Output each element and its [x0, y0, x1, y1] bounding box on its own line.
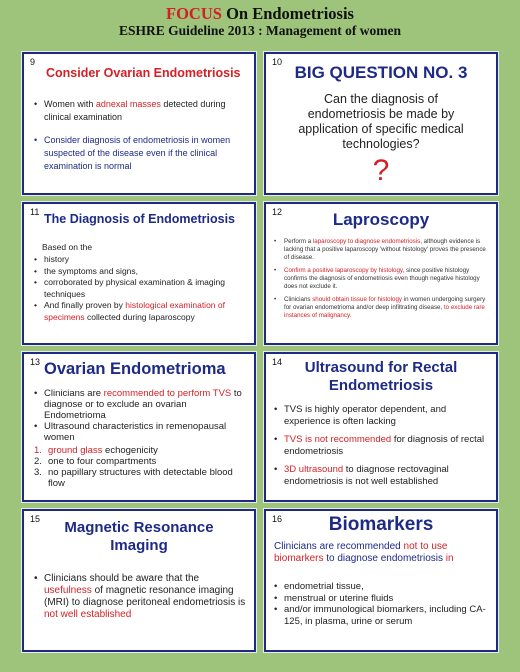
list-item: • endometrial tissue,: [274, 581, 490, 593]
list-item: • Clinicians should obtain tissue for histology in women undergoing surgery for ovarian endometrioma and/or deep infiltrating disease, to exclude rare instances of malignancy.: [274, 296, 488, 320]
list-item: • TVS is not recommended for diagnosis of rectal endometriosis: [274, 434, 490, 457]
card-number: 10: [272, 57, 283, 67]
intro-text: Clinicians are recommended not to use biomarkers to diagnose endometriosis in: [274, 541, 454, 564]
card-title: Laproscopy: [332, 210, 430, 229]
page-title: [0, 4, 520, 23]
list-item: • corroborated by physical examination & imaging techniques: [34, 277, 248, 300]
bullet-list: [34, 388, 248, 443]
page-header: [0, 4, 520, 39]
list-item: • history: [34, 254, 248, 266]
card-title: Ultrasound for Rectal Endometriosis: [304, 359, 458, 394]
card-magnetic-resonance-imaging: [22, 509, 256, 652]
card-number: 14: [272, 357, 283, 367]
list-item: • 3D ultrasound to diagnose rectovaginal endometriosis is not well established: [274, 464, 490, 487]
list-item: • Ultrasound characteristics in remenopausal women: [34, 421, 248, 443]
card-title: BIG QUESTION NO. 3: [294, 63, 468, 82]
card-diagnosis-of-endometriosis: [22, 202, 256, 345]
card-number: 16: [272, 514, 283, 524]
page-subtitle: ESHRE Guideline 2013 : Management of women: [119, 23, 401, 38]
numbered-item: 1. ground glass echogenicity: [34, 445, 158, 456]
numbered-list: [34, 445, 248, 489]
numbered-item: 3. no papillary structures with detectable blood flow: [34, 467, 233, 489]
question-mark-icon: ?: [372, 154, 390, 187]
card-number: 15: [30, 514, 41, 524]
bullet-list: [34, 254, 248, 323]
card-biomarkers: [264, 509, 498, 652]
card-title: Consider Ovarian Endometriosis: [46, 66, 241, 80]
list-item: • Perform a laparoscopy to diagnose endometriosis, although evidence is lacking that a positive laparoscopy 'without histology' proves the presence of disease.: [274, 238, 488, 262]
list-item: • Confirm a positive laparoscopy by histology, since positive histology confirms the diagnosis of endometriosis even though negative histology does not exclude it.: [274, 267, 488, 291]
card-number: 11: [30, 207, 40, 217]
focus-word: FOCUS: [166, 4, 222, 23]
card-number: 13: [30, 357, 41, 367]
list-item: • menstrual or uterine fluids: [274, 593, 490, 605]
title-rest: On Endometriosis: [221, 4, 354, 23]
bullet-list: [34, 573, 248, 621]
list-item: • Clinicians are recommended to perform TVS to diagnose or to exclude an ovarian Endometrioma: [34, 388, 248, 421]
card-laproscopy: [264, 202, 498, 345]
list-item: • TVS is highly operator dependent, and experience is often lacking: [274, 404, 490, 427]
card-ovarian-endometrioma: [22, 352, 256, 502]
intro-text: Based on the: [42, 242, 93, 252]
list-item: • the symptoms and signs,: [34, 266, 248, 278]
numbered-item: 2. one to four compartments: [34, 456, 157, 467]
card-title: Ovarian Endometrioma: [44, 360, 226, 378]
question-text: Can the diagnosis of endometriosis be made by application of specific medical technologies?: [298, 92, 464, 151]
bullet-list: [274, 581, 490, 627]
card-consider-ovarian-endometriosis: [22, 52, 256, 195]
card-big-question: [264, 52, 498, 195]
card-number: 9: [30, 57, 36, 67]
card-title: Biomarkers: [328, 514, 434, 535]
list-item: • and/or immunological biomarkers, including CA-125, in plasma, urine or serum: [274, 604, 490, 627]
list-item: • Clinicians should be aware that the usefulness of magnetic resonance imaging (MRI) to diagnose peritoneal endometriosis is not well established: [34, 573, 248, 621]
bullet-list: [274, 404, 490, 487]
list-item: • And finally proven by histological examination of specimens collected during laparoscopy: [34, 300, 248, 323]
bullet-list: [274, 238, 488, 320]
bullet-list: [34, 98, 246, 173]
list-item: • Women with adnexal masses detected during clinical examination: [34, 98, 246, 124]
card-title: The Diagnosis of Endometriosis: [44, 212, 235, 226]
card-ultrasound-rectal-endometriosis: [264, 352, 498, 502]
card-number: 12: [272, 207, 283, 217]
card-title: Magnetic Resonance Imaging: [64, 519, 214, 554]
list-item: • Consider diagnosis of endometriosis in women suspected of the disease even if the clinical examination is normal: [34, 134, 246, 173]
